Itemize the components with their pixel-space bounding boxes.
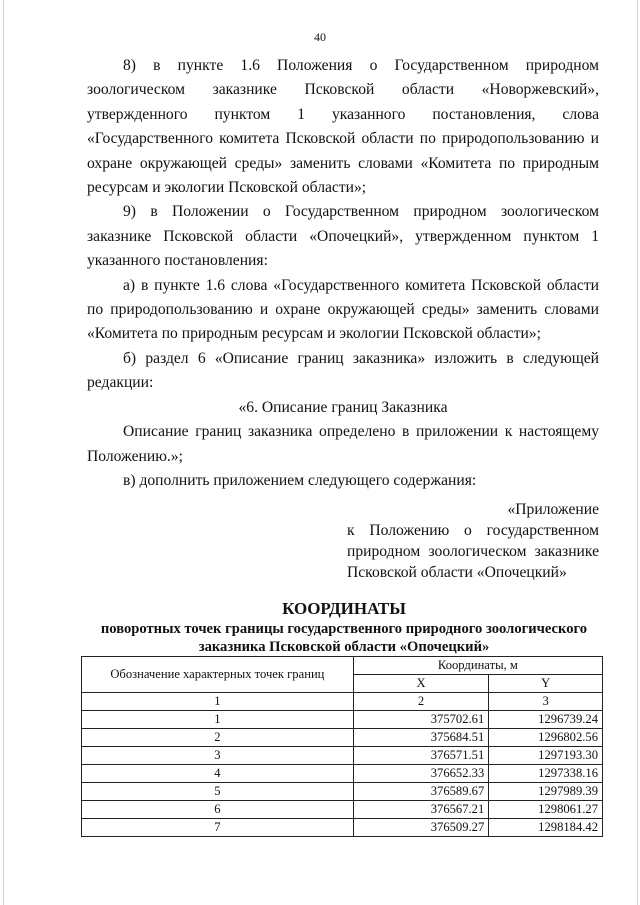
y-value: 1297989.39 bbox=[489, 783, 603, 801]
header-coordinates: Координаты, м bbox=[353, 657, 602, 675]
scan-edge-right bbox=[637, 0, 638, 905]
paragraph-description: Описание границ заказника определено в приложении к настоящему Положению.»; bbox=[87, 423, 599, 465]
appendix-text: к Положению о государственном природном зоологическом заказнике Псковской области «Опочецкий» bbox=[347, 522, 599, 581]
point-label: 2 bbox=[82, 729, 354, 747]
x-value: 375684.51 bbox=[353, 729, 489, 747]
point-label: 7 bbox=[82, 819, 354, 837]
coordinates-subtitle bbox=[80, 620, 608, 656]
point-label: 6 bbox=[82, 801, 354, 819]
paragraph-item-9: 9) в Положении о Государственном природном зоологическом заказнике Псковской области «Опочецкий», утвержденном пунктом 1 указанного постановления: bbox=[87, 203, 599, 270]
y-value: 1296802.56 bbox=[489, 729, 603, 747]
column-number: 3 bbox=[489, 693, 603, 711]
y-value: 1298184.42 bbox=[489, 819, 603, 837]
section-heading: «6. Описание границ Заказника bbox=[238, 398, 448, 416]
page-number: 40 bbox=[314, 30, 326, 44]
y-value: 1297338.16 bbox=[489, 765, 603, 783]
table-row bbox=[82, 801, 603, 819]
y-value: 1298061.27 bbox=[489, 801, 603, 819]
paragraph-item-b: б) раздел 6 «Описание границ заказника» изложить в следующей редакции: bbox=[87, 349, 599, 392]
y-value: 1296739.24 bbox=[489, 711, 603, 729]
document-body bbox=[87, 54, 599, 493]
scan-edge-left bbox=[3, 0, 4, 905]
coordinates-subtitle-line-1: поворотных точек границы государственного природного зоологического bbox=[100, 621, 588, 637]
table-row bbox=[82, 819, 603, 837]
coordinates-title: КООРДИНАТЫ bbox=[282, 599, 406, 618]
paragraph-item-a: а) в пункте 1.6 слова «Государственного комитета Псковской области по природопользованию и охране окружающей среды» заменить словами «Комитета по природным ресурсам и экологии Псковской области»; bbox=[87, 276, 599, 343]
x-value: 376567.21 bbox=[353, 801, 489, 819]
coordinates-subtitle-line-2: заказника Псковской области «Опочецкий» bbox=[198, 639, 490, 655]
x-value: 376509.27 bbox=[353, 819, 489, 837]
coordinates-table bbox=[81, 656, 603, 837]
table-row bbox=[82, 783, 603, 801]
point-label: 4 bbox=[82, 765, 354, 783]
table-row bbox=[82, 729, 603, 747]
x-value: 375702.61 bbox=[353, 711, 489, 729]
x-value: 376589.67 bbox=[353, 783, 489, 801]
table-row bbox=[82, 765, 603, 783]
y-value: 1297193.30 bbox=[489, 747, 603, 765]
table-row bbox=[82, 747, 603, 765]
paragraph-item-v: в) дополнить приложением следующего содержания: bbox=[123, 471, 477, 489]
table-row bbox=[82, 711, 603, 729]
header-y: Y bbox=[489, 675, 603, 693]
point-label: 5 bbox=[82, 783, 354, 801]
appendix-block bbox=[347, 499, 599, 583]
x-value: 376571.51 bbox=[353, 747, 489, 765]
column-number: 1 bbox=[82, 693, 354, 711]
appendix-title: «Приложение bbox=[507, 501, 599, 518]
x-value: 376652.33 bbox=[353, 765, 489, 783]
point-label: 1 bbox=[82, 711, 354, 729]
point-label: 3 bbox=[82, 747, 354, 765]
header-points: Обозначение характерных точек границ bbox=[82, 657, 354, 693]
paragraph-item-8: 8) в пункте 1.6 Положения о Государственном природном зоологическом заказнике Псковской области «Новоржевский», утвержденного пунктом 1 указанного постановления, слова «Государственного комитета Псковской области по природопользованию и охране окружающей среды» заменить словами «Комитета по природным ресурсам и экологии Псковской области»; bbox=[87, 57, 599, 197]
column-number: 2 bbox=[353, 693, 489, 711]
header-x: X bbox=[353, 675, 489, 693]
